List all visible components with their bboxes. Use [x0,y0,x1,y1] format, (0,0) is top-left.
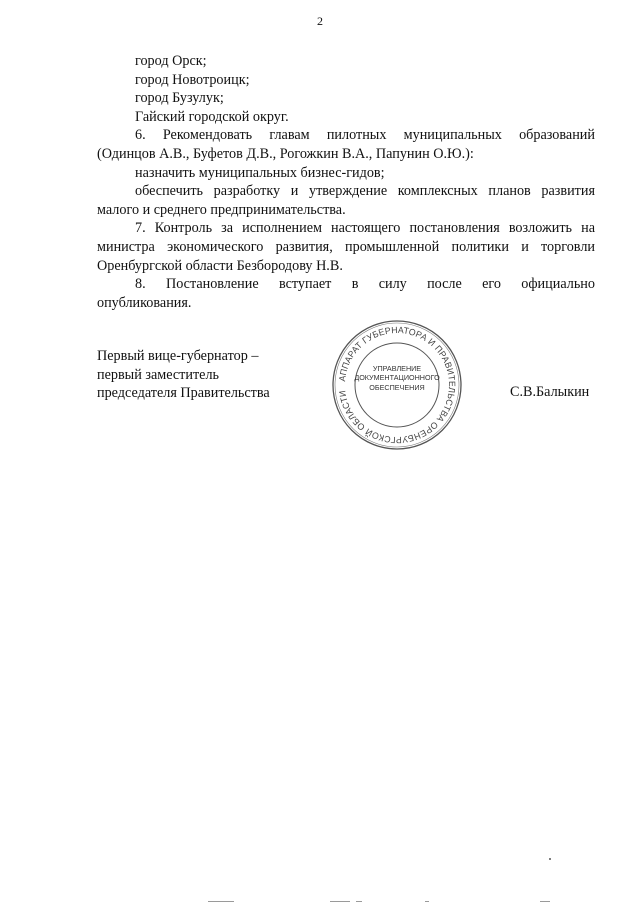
paragraph-6-line-1: 6. Рекомендовать главам пилотных муниципальных образований [135,127,595,144]
signatory-title-line-1: Первый вице-губернатор – [97,348,259,364]
document-body [97,52,595,312]
list-item-buzuluk: город Бузулук; [135,90,224,107]
official-seal [330,318,464,452]
signatory-title-line-3: председателя Правительства [97,385,270,402]
list-item-gai: Гайский городской округ. [135,108,289,125]
scan-mark [425,901,429,902]
seal-center-text [347,364,447,392]
paragraph-7-line-2: министра экономического развития, промышленной политики и торговли [97,238,595,255]
paragraph-6-sub-1: назначить муниципальных бизнес-гидов; [135,164,385,181]
paragraph-8-line-1: 8. Постановление вступает в силу после его официально [135,276,595,293]
paragraph-6-sub-2-line-2: малого и среднего предпринимательства. [97,201,346,218]
paragraph-6-sub-2-line-1: обеспечить разработку и утверждение комплексных планов развития [135,183,595,200]
list-item-orsk: город Орск; [135,53,207,69]
paragraph-7-line-1: 7. Контроль за исполнением настоящего постановления возложить на [135,220,595,237]
signatory-title [97,347,270,403]
scan-mark [540,901,550,902]
scan-mark [330,901,350,902]
list-item-novotroitsk: город Новотроицк; [135,71,250,88]
scan-mark [356,901,362,902]
signer-name: С.В.Балыкин [510,384,590,400]
signatory-title-line-2: первый заместитель [97,366,220,383]
seal-ring-text: АППАРАТ ГУБЕРНАТОРА И ПРАВИТЕЛЬСТВА ОРЕНБУРГСКОЙ ОБЛАСТИ [337,324,458,446]
bottom-scan-marks [0,897,640,905]
paragraph-8-line-2: опубликования. [97,294,192,311]
page-number: 2 [317,14,323,28]
paragraph-7-line-3: Оренбургской области Безбородову Н.В. [97,257,343,274]
seal-center-line-3: ОБЕСПЕЧЕНИЯ [369,382,425,392]
seal-center-line-1: УПРАВЛЕНИЕ [372,364,422,373]
scan-mark [208,901,234,902]
seal-center-line-2: ДОКУМЕНТАЦИОННОГО [354,373,440,383]
paragraph-6-line-2: (Одинцов А.В., Буфетов Д.В., Рогожкин В.А., Папунин О.Ю.): [97,145,474,162]
stray-dot [549,858,551,860]
